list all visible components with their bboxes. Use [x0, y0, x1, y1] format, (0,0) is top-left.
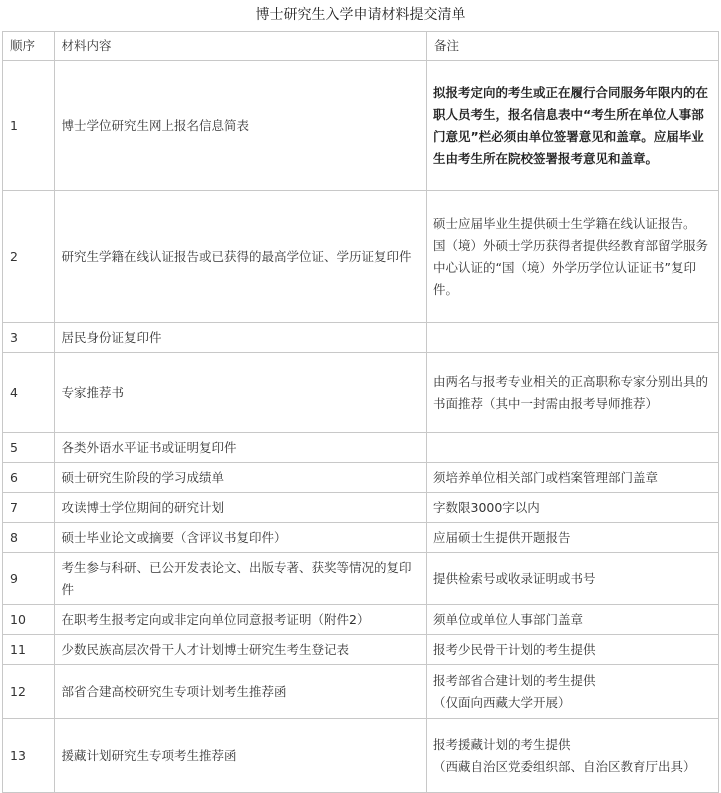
row-material: 援藏计划研究生专项考生推荐函 [54, 719, 426, 793]
row-order: 5 [3, 433, 55, 463]
row-remark [427, 323, 719, 353]
table-row [3, 353, 719, 433]
row-material: 攻读博士学位期间的研究计划 [54, 493, 426, 523]
remark-line: 国（境）外硕士学历获得者提供经教育部留学服务中心认证的“国（境）外学历学位认证证书”复印件。 [433, 237, 709, 297]
row-remark: 报考少民骨干计划的考生提供 [427, 635, 719, 665]
table-row [3, 553, 719, 605]
row-order: 11 [3, 635, 55, 665]
table-row [3, 523, 719, 553]
remark-line: （西藏自治区党委组织部、自治区教育厅出具） [433, 758, 696, 774]
row-order: 13 [3, 719, 55, 793]
row-remark: 字数限3000字以内 [427, 493, 719, 523]
header-order: 顺序 [3, 32, 55, 61]
row-order: 10 [3, 605, 55, 635]
row-order: 6 [3, 463, 55, 493]
row-material: 部省合建高校研究生专项计划考生推荐函 [54, 665, 426, 719]
remark-line: （仅面向西藏大学开展） [433, 694, 571, 710]
row-remark: 提供检索号或收录证明或书号 [427, 553, 719, 605]
row-order: 7 [3, 493, 55, 523]
row-order: 12 [3, 665, 55, 719]
row-order: 8 [3, 523, 55, 553]
remark-line: 报考援藏计划的考生提供 [433, 736, 571, 752]
row-material: 居民身份证复印件 [54, 323, 426, 353]
header-remark: 备注 [427, 32, 719, 61]
row-material: 硕士毕业论文或摘要（含评议书复印件） [54, 523, 426, 553]
row-remark: 由两名与报考专业相关的正高职称专家分别出具的书面推荐（其中一封需由报考导师推荐） [427, 353, 719, 433]
row-remark [427, 719, 719, 793]
header-material: 材料内容 [54, 32, 426, 61]
row-material: 少数民族高层次骨干人才计划博士研究生考生登记表 [54, 635, 426, 665]
table-row [3, 191, 719, 323]
row-material: 研究生学籍在线认证报告或已获得的最高学位证、学历证复印件 [54, 191, 426, 323]
row-remark [427, 191, 719, 323]
row-material: 考生参与科研、已公开发表论文、出版专著、获奖等情况的复印件 [54, 553, 426, 605]
row-order: 4 [3, 353, 55, 433]
remark-line: 硕士应届毕业生提供硕士生学籍在线认证报告。 [433, 215, 696, 231]
row-remark [427, 433, 719, 463]
row-material: 硕士研究生阶段的学习成绩单 [54, 463, 426, 493]
row-order: 1 [3, 61, 55, 191]
table-row [3, 665, 719, 719]
table-row [3, 433, 719, 463]
row-order: 3 [3, 323, 55, 353]
remark-line: 报考部省合建计划的考生提供 [433, 672, 596, 688]
row-remark: 须培养单位相关部门或档案管理部门盖章 [427, 463, 719, 493]
table-row [3, 463, 719, 493]
row-material: 博士学位研究生网上报名信息简表 [54, 61, 426, 191]
row-remark: 应届硕士生提供开题报告 [427, 523, 719, 553]
table-row [3, 605, 719, 635]
row-remark: 拟报考定向的考生或正在履行合同服务年限内的在职人员考生，报名信息表中“考生所在单位人事部门意见”栏必须由单位签署意见和盖章。应届毕业生由考生所在院校签署报考意见和盖章。 [427, 61, 719, 191]
table-header-row [3, 32, 719, 61]
table-row [3, 61, 719, 191]
table-row [3, 635, 719, 665]
row-material: 各类外语水平证书或证明复印件 [54, 433, 426, 463]
row-order: 2 [3, 191, 55, 323]
row-material: 在职考生报考定向或非定向单位同意报考证明（附件2） [54, 605, 426, 635]
row-remark: 须单位或单位人事部门盖章 [427, 605, 719, 635]
row-remark [427, 665, 719, 719]
row-material: 专家推荐书 [54, 353, 426, 433]
row-order: 9 [3, 553, 55, 605]
page-title: 博士研究生入学申请材料提交清单 [255, 7, 466, 23]
table-row [3, 719, 719, 793]
materials-table [2, 31, 719, 793]
table-row [3, 493, 719, 523]
table-row [3, 323, 719, 353]
